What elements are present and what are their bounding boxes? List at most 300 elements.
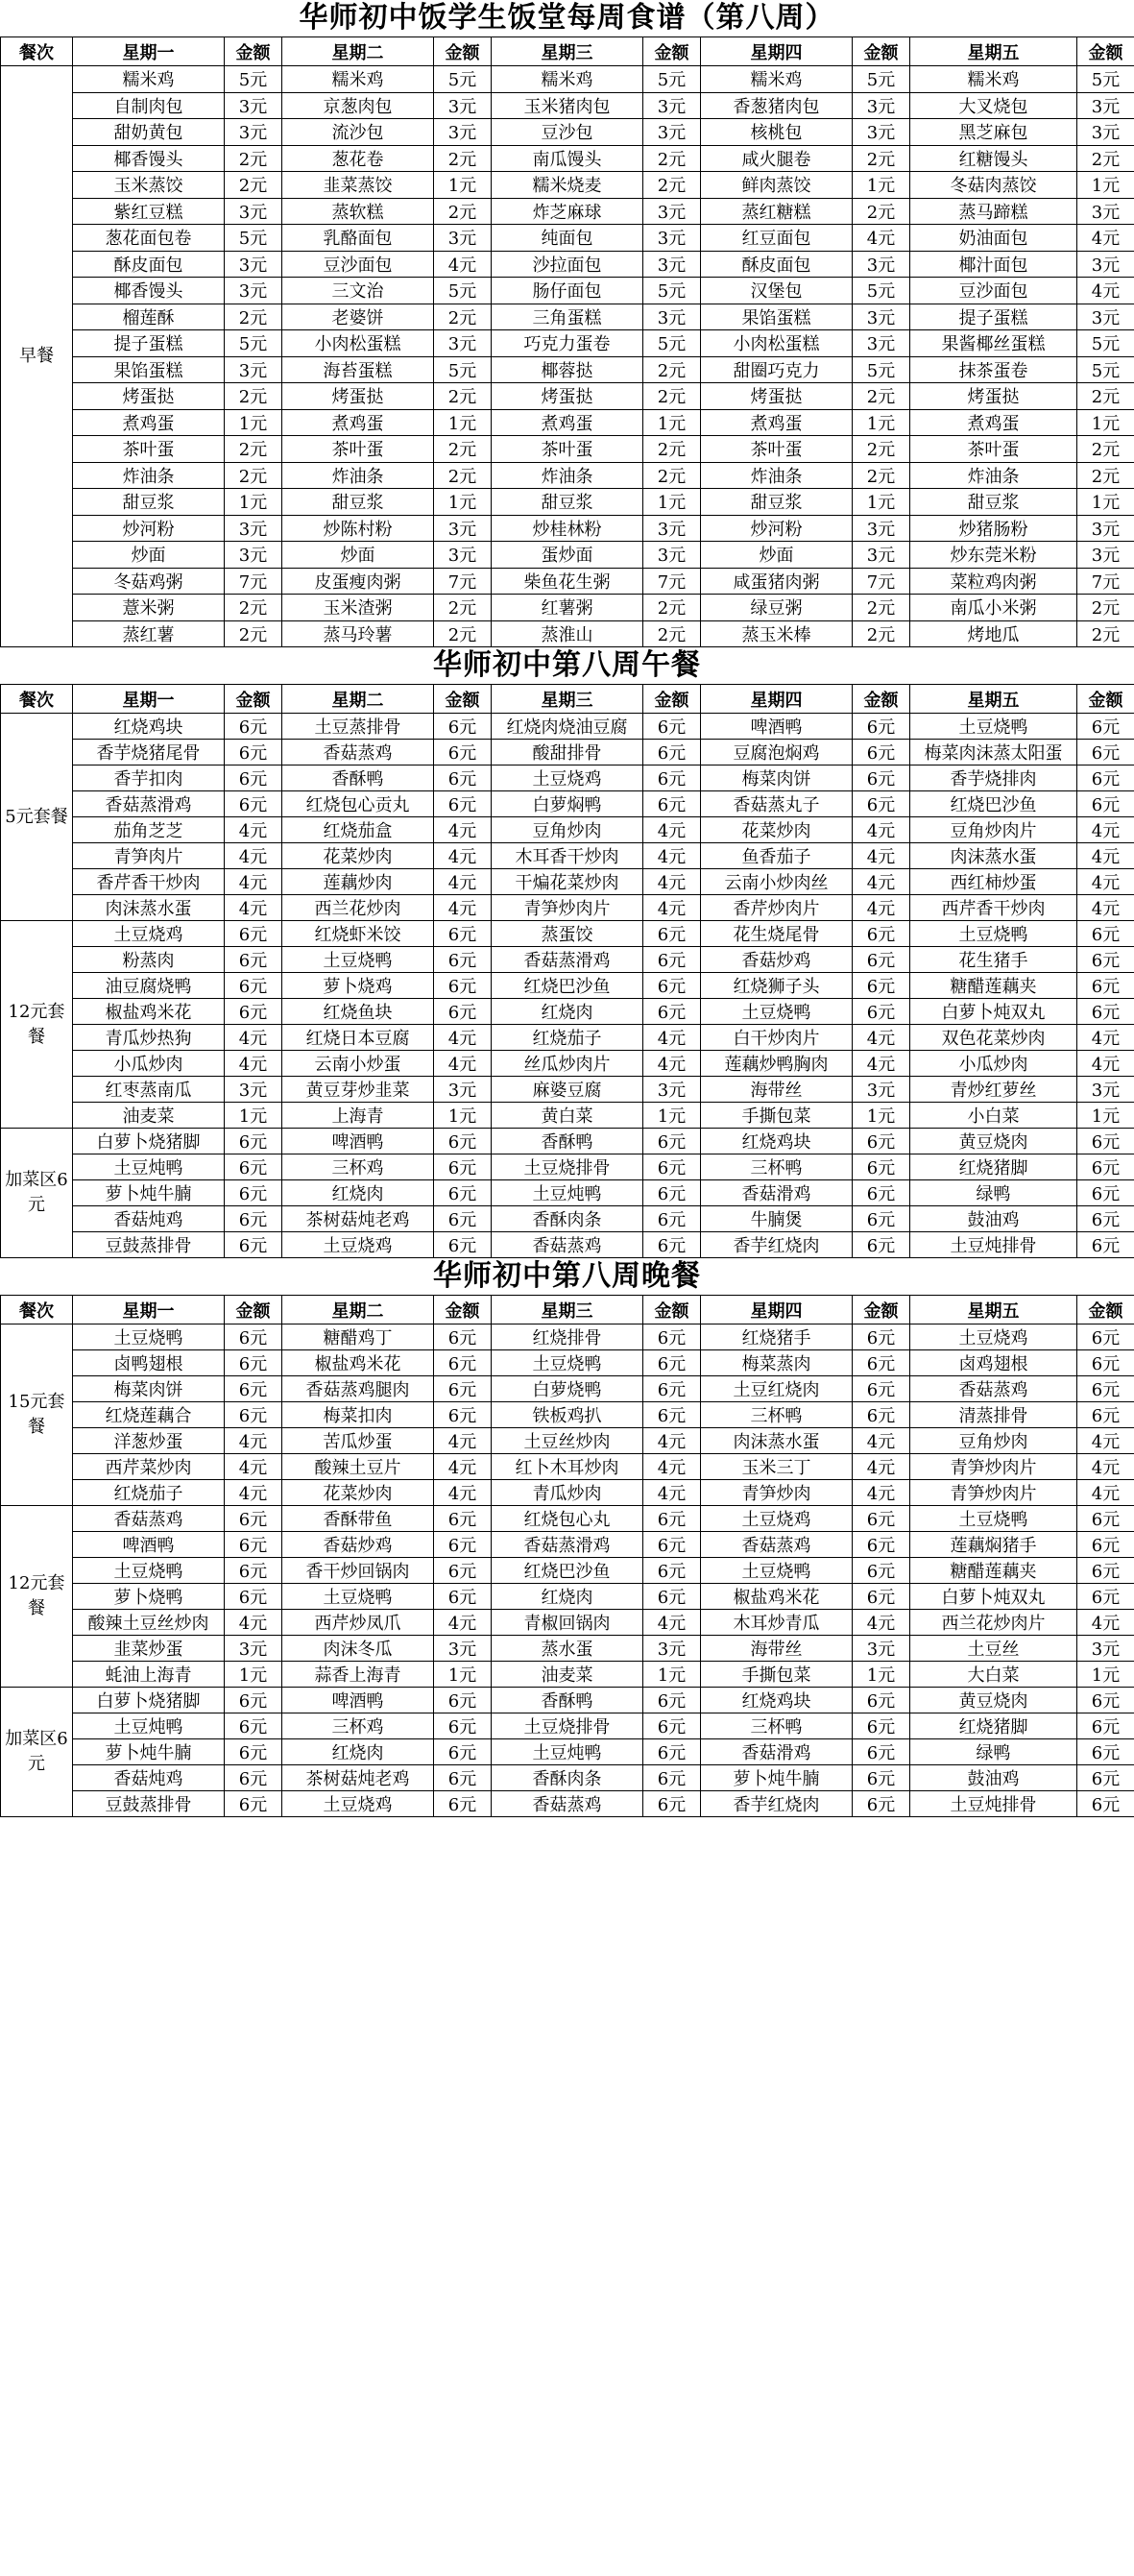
price-cell: 6元: [643, 921, 701, 947]
dish-cell: 豆沙包: [492, 119, 643, 146]
price-cell: 4元: [1077, 1454, 1134, 1480]
price-cell: 4元: [434, 1454, 492, 1480]
price-cell: 6元: [853, 1154, 910, 1180]
price-cell: 3元: [853, 1636, 910, 1662]
dish-cell: 西芹菜炒肉: [73, 1454, 225, 1480]
price-cell: 3元: [434, 542, 492, 569]
dish-cell: 白萝卜烧猪脚: [73, 1129, 225, 1154]
price-cell: 2元: [1077, 145, 1134, 172]
price-cell: 5元: [225, 330, 282, 357]
price-cell: 6元: [853, 999, 910, 1025]
price-cell: 2元: [643, 383, 701, 410]
price-cell: 6元: [225, 1206, 282, 1232]
dish-cell: 小瓜炒肉: [910, 1051, 1077, 1077]
dish-cell: 苦瓜炒蛋: [282, 1428, 434, 1454]
price-cell: 4元: [225, 1025, 282, 1051]
meal-label: 加菜区6元: [1, 1688, 73, 1817]
price-cell: 4元: [434, 817, 492, 843]
dish-cell: 糯米鸡: [910, 66, 1077, 93]
price-cell: 5元: [643, 66, 701, 93]
dish-cell: 海苔蛋糕: [282, 356, 434, 383]
dish-cell: 蛋炒面: [492, 542, 643, 569]
dish-cell: 葱花卷: [282, 145, 434, 172]
price-cell: 6元: [225, 1129, 282, 1154]
price-cell: 4元: [1077, 1428, 1134, 1454]
dish-cell: 甜豆浆: [701, 489, 853, 516]
dish-cell: 香菇蒸鸡: [910, 1376, 1077, 1402]
dish-cell: 黑芝麻包: [910, 119, 1077, 146]
dish-cell: 萝卜炖牛腩: [73, 1739, 225, 1765]
dish-cell: 青笋炒肉: [701, 1480, 853, 1506]
price-cell: 4元: [1077, 278, 1134, 304]
price-cell: 6元: [225, 1506, 282, 1532]
column-header: 金额: [643, 37, 701, 66]
price-cell: 6元: [1077, 1129, 1134, 1154]
price-cell: 6元: [434, 973, 492, 999]
dish-cell: 煮鸡蛋: [73, 409, 225, 436]
column-header: 星期一: [73, 685, 225, 714]
dish-cell: 南瓜馒头: [492, 145, 643, 172]
dish-cell: 洋葱炒蛋: [73, 1428, 225, 1454]
dish-cell: 烤地瓜: [910, 620, 1077, 647]
price-cell: 2元: [853, 595, 910, 621]
dish-cell: 花菜炒肉: [282, 843, 434, 869]
table-row: [1, 1765, 1134, 1791]
dish-cell: 萝卜炖牛腩: [73, 1180, 225, 1206]
price-cell: 6元: [225, 973, 282, 999]
price-cell: 4元: [853, 1428, 910, 1454]
dish-cell: 炒桂林粉: [492, 515, 643, 542]
dish-cell: 蒸软糕: [282, 198, 434, 225]
dish-cell: 红烧茄盒: [282, 817, 434, 843]
dish-cell: 土豆烧鸡: [492, 766, 643, 791]
dish-cell: 酸辣土豆片: [282, 1454, 434, 1480]
table-row: [1, 568, 1134, 595]
dish-cell: 麻婆豆腐: [492, 1077, 643, 1103]
dish-cell: 韭菜蒸饺: [282, 172, 434, 199]
dish-cell: 手撕包菜: [701, 1662, 853, 1688]
price-cell: 6元: [434, 791, 492, 817]
lunch-header-row: [1, 685, 1134, 714]
dish-cell: 蒜香上海青: [282, 1662, 434, 1688]
dish-cell: 梅菜扣肉: [282, 1402, 434, 1428]
meal-label: 加菜区6元: [1, 1129, 73, 1258]
price-cell: 2元: [643, 620, 701, 647]
price-cell: 6元: [853, 766, 910, 791]
table-row: [1, 791, 1134, 817]
column-header: 餐次: [1, 685, 73, 714]
dish-cell: 肉沫蒸水蛋: [73, 895, 225, 921]
price-cell: 6元: [1077, 1506, 1134, 1532]
price-cell: 6元: [434, 1791, 492, 1817]
dish-cell: 蒸淮山: [492, 620, 643, 647]
dish-cell: 炒河粉: [701, 515, 853, 542]
dish-cell: 提子蛋糕: [910, 304, 1077, 330]
price-cell: 2元: [643, 145, 701, 172]
column-header: 金额: [225, 1296, 282, 1324]
price-cell: 6元: [225, 1739, 282, 1765]
dish-cell: 粉蒸肉: [73, 947, 225, 973]
dish-cell: 甜豆浆: [73, 489, 225, 516]
dish-cell: 红烧莲藕合: [73, 1402, 225, 1428]
dish-cell: 土豆丝炒肉: [492, 1428, 643, 1454]
dish-cell: 土豆烧排骨: [492, 1154, 643, 1180]
dish-cell: 丝瓜炒肉片: [492, 1051, 643, 1077]
dish-cell: 香干炒回锅肉: [282, 1558, 434, 1584]
price-cell: 4元: [1077, 225, 1134, 252]
table-row: [1, 409, 1134, 436]
price-cell: 6元: [853, 1350, 910, 1376]
table-row: [1, 1532, 1134, 1558]
dish-cell: 椰香馒头: [73, 278, 225, 304]
price-cell: 2元: [225, 383, 282, 410]
dish-cell: 土豆丝: [910, 1636, 1077, 1662]
price-cell: 7元: [225, 568, 282, 595]
price-cell: 2元: [225, 436, 282, 463]
column-header: 金额: [434, 685, 492, 714]
dish-cell: 糖醋鸡丁: [282, 1324, 434, 1350]
table-row: [1, 1402, 1134, 1428]
dish-cell: 土豆烧鸭: [73, 1324, 225, 1350]
dish-cell: 青笋炒肉片: [910, 1454, 1077, 1480]
table-row: [1, 1077, 1134, 1103]
dish-cell: 香酥肉条: [492, 1206, 643, 1232]
dish-cell: 土豆烧鸭: [282, 1584, 434, 1610]
price-cell: 6元: [434, 921, 492, 947]
column-header: 星期三: [492, 1296, 643, 1324]
price-cell: 1元: [643, 1662, 701, 1688]
dish-cell: 炸油条: [73, 462, 225, 489]
price-cell: 3元: [1077, 198, 1134, 225]
price-cell: 7元: [643, 568, 701, 595]
dish-cell: 土豆烧鸭: [701, 1558, 853, 1584]
dish-cell: 红枣蒸南瓜: [73, 1077, 225, 1103]
dish-cell: 西芹炒凤爪: [282, 1610, 434, 1636]
price-cell: 3元: [853, 119, 910, 146]
price-cell: 6元: [643, 1584, 701, 1610]
dish-cell: 提子蛋糕: [73, 330, 225, 357]
dish-cell: 玉米蒸饺: [73, 172, 225, 199]
dish-cell: 莲藕炒鸭胸肉: [701, 1051, 853, 1077]
price-cell: 6元: [434, 1129, 492, 1154]
dish-cell: 红烧猪脚: [910, 1154, 1077, 1180]
dish-cell: 糖醋莲藕夹: [910, 973, 1077, 999]
price-cell: 4元: [225, 843, 282, 869]
dish-cell: 花菜炒肉: [282, 1480, 434, 1506]
price-cell: 6元: [225, 1180, 282, 1206]
dish-cell: 煮鸡蛋: [701, 409, 853, 436]
dish-cell: 红烧日本豆腐: [282, 1025, 434, 1051]
dish-cell: 大叉烧包: [910, 92, 1077, 119]
dish-cell: 手撕包菜: [701, 1103, 853, 1129]
dish-cell: 香菇蒸丸子: [701, 791, 853, 817]
dish-cell: 白萝烧鸭: [492, 1376, 643, 1402]
dish-cell: 清蒸排骨: [910, 1402, 1077, 1428]
price-cell: 6元: [853, 1232, 910, 1258]
dish-cell: 椒盐鸡米花: [73, 999, 225, 1025]
dinner-table: [0, 1295, 1134, 1817]
price-cell: 2元: [643, 595, 701, 621]
column-header: 金额: [853, 37, 910, 66]
price-cell: 2元: [434, 383, 492, 410]
price-cell: 5元: [225, 225, 282, 252]
dish-cell: 肉沫蒸水蛋: [701, 1428, 853, 1454]
price-cell: 1元: [1077, 1103, 1134, 1129]
price-cell: 6元: [225, 999, 282, 1025]
price-cell: 4元: [1077, 817, 1134, 843]
dish-cell: 皮蛋瘦肉粥: [282, 568, 434, 595]
table-row: [1, 489, 1134, 516]
price-cell: 6元: [225, 714, 282, 740]
price-cell: 6元: [853, 973, 910, 999]
price-cell: 3元: [643, 1636, 701, 1662]
price-cell: 2元: [1077, 595, 1134, 621]
dish-cell: 香酥带鱼: [282, 1506, 434, 1532]
price-cell: 6元: [643, 714, 701, 740]
dish-cell: 土豆炖排骨: [910, 1791, 1077, 1817]
dish-cell: 红烧肉: [282, 1739, 434, 1765]
price-cell: 2元: [434, 436, 492, 463]
price-cell: 3元: [434, 515, 492, 542]
table-row: [1, 145, 1134, 172]
price-cell: 4元: [643, 895, 701, 921]
price-cell: 1元: [434, 489, 492, 516]
column-header: 星期二: [282, 37, 434, 66]
meal-label: 早餐: [1, 66, 73, 647]
price-cell: 6元: [853, 1129, 910, 1154]
price-cell: 2元: [225, 145, 282, 172]
price-cell: 6元: [225, 1765, 282, 1791]
dinner-body: [1, 1324, 1134, 1817]
price-cell: 4元: [643, 1610, 701, 1636]
price-cell: 6元: [225, 1232, 282, 1258]
price-cell: 4元: [434, 1025, 492, 1051]
dish-cell: 香芹香干炒肉: [73, 869, 225, 895]
price-cell: 5元: [225, 66, 282, 93]
table-row: [1, 714, 1134, 740]
dish-cell: 纯面包: [492, 225, 643, 252]
dish-cell: 抹茶蛋卷: [910, 356, 1077, 383]
dish-cell: 海带丝: [701, 1077, 853, 1103]
dish-cell: 绿鸭: [910, 1180, 1077, 1206]
dish-cell: 肉沫蒸水蛋: [910, 843, 1077, 869]
dish-cell: 干煸花菜炒肉: [492, 869, 643, 895]
price-cell: 2元: [225, 172, 282, 199]
table-row: [1, 1129, 1134, 1154]
dish-cell: 蒸红糖糕: [701, 198, 853, 225]
dish-cell: 红卜木耳炒肉: [492, 1454, 643, 1480]
dish-cell: 红烧鸡块: [73, 714, 225, 740]
table-row: [1, 1324, 1134, 1350]
price-cell: 6元: [643, 1791, 701, 1817]
price-cell: 4元: [434, 895, 492, 921]
dish-cell: 莲藕炒肉: [282, 869, 434, 895]
dish-cell: 糯米鸡: [73, 66, 225, 93]
column-header: 金额: [643, 1296, 701, 1324]
column-header: 金额: [1077, 37, 1134, 66]
price-cell: 2元: [225, 462, 282, 489]
dish-cell: 糯米烧麦: [492, 172, 643, 199]
price-cell: 6元: [225, 766, 282, 791]
price-cell: 2元: [434, 145, 492, 172]
price-cell: 1元: [225, 489, 282, 516]
price-cell: 2元: [643, 462, 701, 489]
dish-cell: 茶叶蛋: [282, 436, 434, 463]
price-cell: 6元: [643, 1739, 701, 1765]
dish-cell: 烤蛋挞: [492, 383, 643, 410]
dish-cell: 红薯粥: [492, 595, 643, 621]
dish-cell: 烤蛋挞: [910, 383, 1077, 410]
dish-cell: 酸甜排骨: [492, 740, 643, 766]
price-cell: 6元: [225, 791, 282, 817]
dish-cell: 土豆烧鸭: [282, 947, 434, 973]
table-row: [1, 1636, 1134, 1662]
price-cell: 6元: [434, 1376, 492, 1402]
dish-cell: 糯米鸡: [492, 66, 643, 93]
price-cell: 4元: [853, 1454, 910, 1480]
dish-cell: 油麦菜: [73, 1103, 225, 1129]
price-cell: 6元: [225, 1350, 282, 1376]
price-cell: 6元: [434, 714, 492, 740]
dish-cell: 黄豆烧肉: [910, 1129, 1077, 1154]
price-cell: 6元: [643, 1532, 701, 1558]
price-cell: 6元: [225, 1558, 282, 1584]
price-cell: 6元: [643, 1713, 701, 1739]
dish-cell: 红烧肉: [282, 1180, 434, 1206]
dish-cell: 梅菜蒸肉: [701, 1350, 853, 1376]
dish-cell: 香芋烧排肉: [910, 766, 1077, 791]
price-cell: 6元: [225, 1584, 282, 1610]
price-cell: 3元: [225, 515, 282, 542]
dish-cell: 香菇蒸滑鸡: [73, 791, 225, 817]
lunch-body: [1, 714, 1134, 1258]
dish-cell: 三杯鸭: [701, 1402, 853, 1428]
dish-cell: 白萝卜烧猪脚: [73, 1688, 225, 1713]
table-row: [1, 999, 1134, 1025]
dish-cell: 蒸水蛋: [492, 1636, 643, 1662]
price-cell: 3元: [434, 119, 492, 146]
price-cell: 3元: [643, 1077, 701, 1103]
column-header: 金额: [1077, 1296, 1134, 1324]
column-header: 星期四: [701, 37, 853, 66]
lunch-section: [0, 647, 1134, 1258]
table-row: [1, 1103, 1134, 1129]
price-cell: 4元: [225, 1428, 282, 1454]
dish-cell: 巧克力蛋卷: [492, 330, 643, 357]
dish-cell: 花生烧尾骨: [701, 921, 853, 947]
dish-cell: 红烧茄子: [492, 1025, 643, 1051]
dish-cell: 香菇滑鸡: [701, 1739, 853, 1765]
dish-cell: 香菇滑鸡: [701, 1180, 853, 1206]
breakfast-header-row: [1, 37, 1134, 66]
price-cell: 1元: [225, 1662, 282, 1688]
dish-cell: 红烧排骨: [492, 1324, 643, 1350]
column-header: 星期二: [282, 685, 434, 714]
dish-cell: 果馅蛋糕: [701, 304, 853, 330]
price-cell: 6元: [225, 1688, 282, 1713]
price-cell: 3元: [853, 1077, 910, 1103]
dish-cell: 香菇蒸鸡腿肉: [282, 1376, 434, 1402]
dish-cell: 莲藕焖猪手: [910, 1532, 1077, 1558]
price-cell: 3元: [225, 1077, 282, 1103]
dish-cell: 韭菜炒蛋: [73, 1636, 225, 1662]
price-cell: 6元: [434, 1402, 492, 1428]
price-cell: 6元: [853, 1532, 910, 1558]
table-row: [1, 740, 1134, 766]
price-cell: 6元: [643, 1506, 701, 1532]
table-row: [1, 1713, 1134, 1739]
dish-cell: 萝卜烧鸭: [73, 1584, 225, 1610]
price-cell: 2元: [225, 304, 282, 330]
price-cell: 6元: [643, 973, 701, 999]
table-row: [1, 1688, 1134, 1713]
price-cell: 4元: [225, 1610, 282, 1636]
dish-cell: 葱花面包卷: [73, 225, 225, 252]
price-cell: 6元: [434, 1688, 492, 1713]
price-cell: 4元: [643, 817, 701, 843]
price-cell: 4元: [1077, 869, 1134, 895]
table-row: [1, 1558, 1134, 1584]
dish-cell: 卤鸭翅根: [73, 1350, 225, 1376]
dish-cell: 炸油条: [282, 462, 434, 489]
table-row: [1, 1791, 1134, 1817]
dish-cell: 沙拉面包: [492, 251, 643, 278]
breakfast-title: 华师初中饭学生饭堂每周食谱（第八周）: [299, 1, 835, 35]
dish-cell: 青笋炒肉片: [492, 895, 643, 921]
dish-cell: 土豆炖鸭: [73, 1713, 225, 1739]
price-cell: 6元: [225, 1154, 282, 1180]
column-header: 星期一: [73, 1296, 225, 1324]
dish-cell: 茶叶蛋: [492, 436, 643, 463]
dish-cell: 鲜肉蒸饺: [701, 172, 853, 199]
dish-cell: 三杯鸭: [701, 1713, 853, 1739]
price-cell: 6元: [643, 766, 701, 791]
dish-cell: 豆腐泡焖鸡: [701, 740, 853, 766]
price-cell: 3元: [643, 92, 701, 119]
price-cell: 6元: [643, 1402, 701, 1428]
price-cell: 4元: [434, 251, 492, 278]
price-cell: 4元: [225, 895, 282, 921]
dish-cell: 土豆炖排骨: [910, 1232, 1077, 1258]
dish-cell: 乳酪面包: [282, 225, 434, 252]
meal-label: 15元套餐: [1, 1324, 73, 1506]
table-row: [1, 278, 1134, 304]
dish-cell: 椰汁面包: [910, 251, 1077, 278]
dish-cell: 啤酒鸭: [282, 1129, 434, 1154]
dish-cell: 流沙包: [282, 119, 434, 146]
column-header: 金额: [225, 37, 282, 66]
dish-cell: 梅菜肉饼: [73, 1376, 225, 1402]
price-cell: 3元: [434, 1077, 492, 1103]
dish-cell: 香菇炒鸡: [701, 947, 853, 973]
dish-cell: 酸辣土豆丝炒肉: [73, 1610, 225, 1636]
price-cell: 6元: [1077, 999, 1134, 1025]
dish-cell: 香菇蒸鸡: [701, 1532, 853, 1558]
dish-cell: 炒面: [282, 542, 434, 569]
price-cell: 6元: [1077, 1791, 1134, 1817]
price-cell: 3元: [434, 330, 492, 357]
dish-cell: 梅菜肉沫蒸太阳蛋: [910, 740, 1077, 766]
price-cell: 3元: [643, 225, 701, 252]
price-cell: 3元: [1077, 304, 1134, 330]
price-cell: 6元: [643, 1206, 701, 1232]
dish-cell: 土豆烧排骨: [492, 1713, 643, 1739]
dish-cell: 核桃包: [701, 119, 853, 146]
dish-cell: 上海青: [282, 1103, 434, 1129]
dish-cell: 铁板鸡扒: [492, 1402, 643, 1428]
price-cell: 1元: [225, 409, 282, 436]
dish-cell: 红烧肉: [492, 1584, 643, 1610]
